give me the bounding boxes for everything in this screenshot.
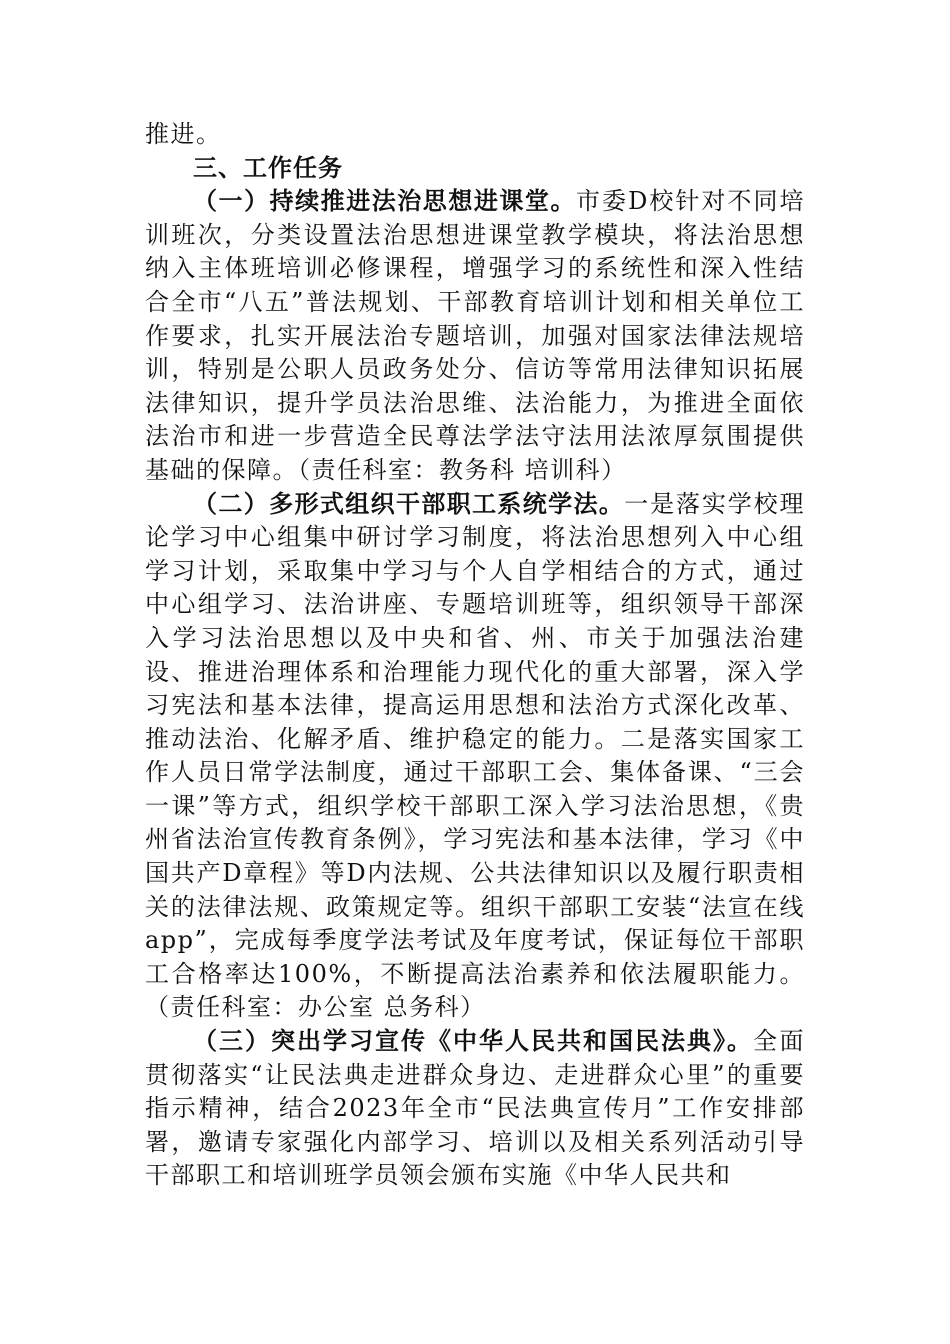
section-heading: 三、工作任务 [193, 153, 343, 182]
paragraph-item-1 [145, 185, 805, 487]
item-1-body: 市委D校针对不同培训班次，分类设置法治思想进课堂教学模块，将法治思想纳入主体班培训必修课程，增强学习的系统性和深入性结合全市“八五”普法规划、干部教育培训计划和相关单位工作要求，扎实开展法治专题培训，加强对国家法律法规培训，特别是公职人员政务处分、信访等常用法律知识拓展法律知识，提升学员法治思维、法治能力，为推进全面依法治市和进一步营造全民尊法学法守法用法浓厚氛围提供基础的保障。（责任科室：教务科 培训科） [145, 187, 806, 484]
item-1-title: （一）持续推进法治思想进课堂。 [193, 187, 576, 216]
item-2-title: （二）多形式组织干部职工系统学法。 [193, 489, 625, 518]
paragraph-item-3 [145, 1025, 805, 1193]
paragraph-continuation: 推进。 [145, 120, 222, 148]
paragraph-item-2 [145, 488, 805, 1026]
item-2-body: 一是落实学校理论学习中心组集中研讨学习制度，将法治思想列入中心组学习计划，采取集中学习与个人自学相结合的方式，通过中心组学习、法治讲座、专题培训班等，组织领导干部深入学习法治思想以及中央和省、州、市关于加强法治建设、推进治理体系和治理能力现代化的重大部署，深入学习宪法和基本法律，提高运用思想和法治方式深化改革、推动法治、化解矛盾、维护稳定的能力。二是落实国家工作人员日常学法制度，通过干部职工会、集体备课、“三会一课”等方式，组织学校干部职工深入学习法治思想，《贵州省法治宣传教育条例》，学习宪法和基本法律，学习《中国共产D章程》等D内法规、公共法律知识以及履行职责相关的法律法规、政策规定等。组织干部职工安装“法宣在线app”，完成每季度学法考试及年度考试，保证每位干部职工合格率达100%，不断提高法治素养和依法履职能力。（责任科室：办公室 总务科） [145, 489, 805, 1022]
item-3-body: 全面贯彻落实“让民法典走进群众身边、走进群众心里”的重要指示精神，结合2023年全市“民法典宣传月”工作安排部署，邀请专家强化内部学习、培训以及相关系列活动引导干部职工和培训班学员领会颁布实施《中华人民共和 [145, 1027, 805, 1190]
document-page [145, 118, 805, 1193]
item-3-title: （三）突出学习宣传《中华人民共和国民法典》。 [193, 1027, 753, 1056]
